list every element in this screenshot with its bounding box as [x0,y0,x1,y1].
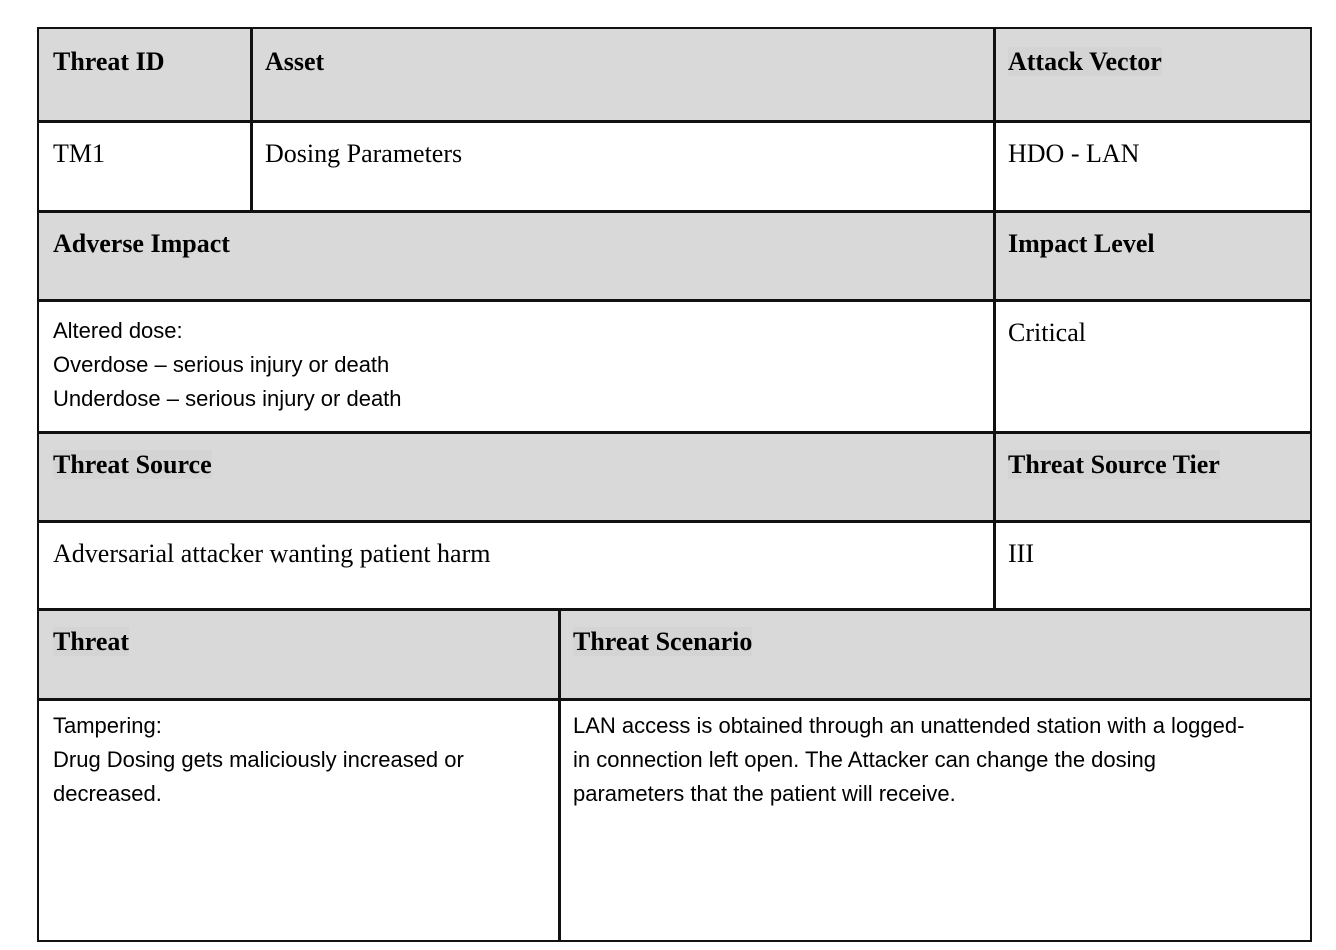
threat-scenario-value: LAN access is obtained through an unattended station with a logged-in connection left open. The Attacker can change the dosing parameters that the patient will receive. [573,713,1245,806]
adverse-impact-line-2: Overdose – serious injury or death [53,352,390,377]
attack-vector-header-cell [994,29,1310,121]
threat-scenario-header [573,625,1300,659]
column-divider [558,608,561,940]
column-divider [993,29,996,609]
threat-header-cell [39,609,559,699]
row-divider [39,431,1310,434]
asset-value-cell [251,121,994,211]
adverse-impact-line-3: Underdose – serious injury or death [53,386,402,411]
threat-scenario-header-cell [559,609,1310,699]
threat-source-header-cell [39,432,994,521]
threat-id-value-cell [39,121,251,211]
impact-level-header: Impact Level [1008,229,1155,258]
attack-vector-value: HDO - LAN [1008,139,1140,168]
threat-header-text: Threat [53,627,130,656]
threat-source-tier-header [1008,448,1300,482]
attack-vector-header-text: Attack Vector [1008,47,1162,76]
threat-header [53,625,549,659]
threat-value [53,709,529,811]
attack-vector-header [1008,45,1300,79]
threat-id-header-cell [39,29,251,121]
adverse-impact-line-1: Altered dose: [53,318,183,343]
threat-value-cell [39,699,559,940]
row-divider [39,608,1310,611]
threat-scenario-value-cell [559,699,1310,940]
asset-header: Asset [265,47,325,76]
row-divider [39,120,1310,123]
impact-level-header-cell [994,211,1310,300]
threat-id-value: TM1 [53,139,105,168]
threat-id-header: Threat ID [53,47,165,76]
column-divider [250,29,253,210]
threat-source-tier-value: III [1008,539,1034,568]
threat-source-tier-value-cell [994,521,1310,609]
threat-source-value-cell [39,521,994,609]
threat-model-table [37,27,1312,942]
row-divider [39,299,1310,302]
attack-vector-value-cell [994,121,1310,211]
asset-header-cell [251,29,994,121]
threat-source-value: Adversarial attacker wanting patient harm [53,539,491,568]
threat-line-1: Tampering: [53,713,162,738]
adverse-impact-header: Adverse Impact [53,229,230,258]
impact-level-value: Critical [1008,318,1086,347]
threat-source-header [53,448,984,482]
threat-source-header-text: Threat Source [53,450,212,479]
adverse-impact-header-cell [39,211,994,300]
impact-level-value-cell [994,300,1310,432]
threat-scenario-header-text: Threat Scenario [573,627,753,656]
row-divider [39,698,1310,701]
row-divider [39,210,1310,213]
threat-line-2: Drug Dosing gets maliciously increased or decreased. [53,747,470,806]
row-divider [39,520,1310,523]
threat-source-tier-header-cell [994,432,1310,521]
threat-source-tier-header-text: Threat Source Tier [1008,450,1220,479]
adverse-impact-value-cell [39,300,994,432]
adverse-impact-value [53,314,984,416]
asset-value: Dosing Parameters [265,139,463,168]
